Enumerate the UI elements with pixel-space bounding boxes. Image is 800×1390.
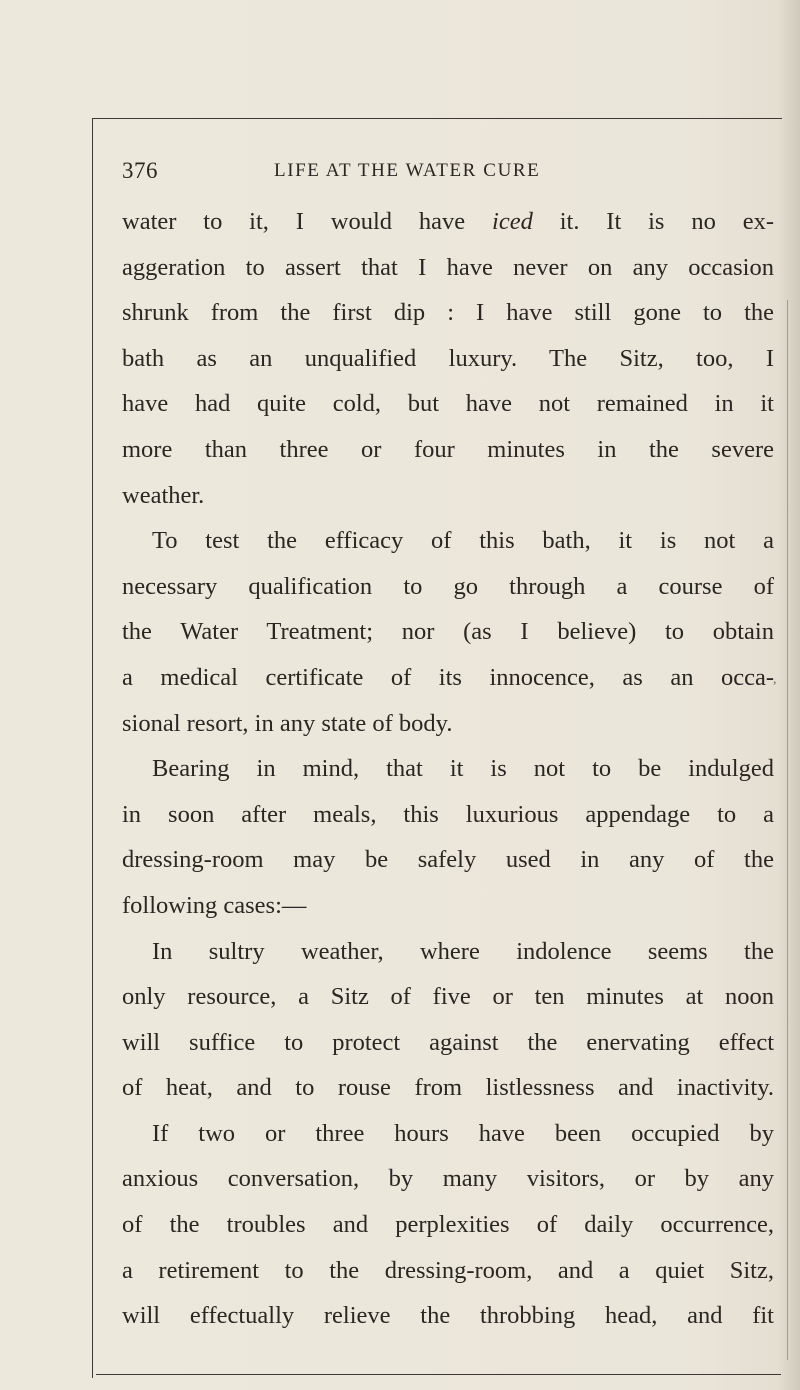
body-text [122,199,774,1339]
margin-mark: , [773,672,777,687]
text-line-3: shrunk from the first dip : I have still gone to the [122,299,774,327]
text-line-12: sional resort, in any state of body. [122,709,453,737]
page-frame-left [92,118,93,1378]
text-line-11: a medical certificate of its innocence, as an occa- [122,663,774,691]
text-line-13: Bearing in mind, that it is not to be indulged [152,755,774,783]
text-line-17: In sultry weather, where indolence seems the [152,937,774,965]
text-line-22: anxious conversation, by many visitors, or by any [122,1165,774,1193]
italic-word: iced [492,208,533,235]
text-line-10: the Water Treatment; nor (as I believe) to obtain [122,618,774,646]
page-header [122,158,774,186]
text-line-24: a retirement to the dressing-room, and a quiet Sitz, [122,1256,774,1284]
text-run: it. It is no ex- [532,208,774,235]
text-line-21: If two or three hours have been occupied by [152,1119,774,1147]
text-line-15: dressing-room may be safely used in any of the [122,846,774,874]
text-line-2: aggeration to assert that I have never on any occasion [122,253,774,281]
text-line-16: following cases:— [122,891,307,919]
text-line-25: will effectually relieve the throbbing head, and fit [122,1302,774,1330]
text-line-7: weather. [122,481,205,509]
page-frame-top [92,118,782,119]
text-line-23: of the troubles and perplexities of daily occurrence, [122,1211,774,1239]
page-edge-shadow [778,0,800,1390]
text-line-8: To test the efficacy of this bath, it is not a [152,527,774,555]
page-number: 376 [122,158,158,183]
page-frame-bottom [96,1374,781,1375]
text-line-14: in soon after meals, this luxurious appendage to a [122,800,774,828]
text-line-19: will suffice to protect against the enervating effect [122,1028,774,1056]
text-line-1 [122,199,774,245]
page-frame-right [787,300,788,1360]
text-line-20: of heat, and to rouse from listlessness and inactivity. [122,1074,774,1102]
text-line-6: more than three or four minutes in the severe [122,435,774,463]
text-line-18: only resource, a Sitz of five or ten minutes at noon [122,983,774,1011]
text-line-4: bath as an unqualified luxury. The Sitz, too, I [122,344,774,372]
text-run: water to it, I would have [122,208,493,235]
text-line-5: have had quite cold, but have not remained in it [122,390,774,418]
text-line-9: necessary qualification to go through a course of [122,572,774,600]
running-head: LIFE AT THE WATER CURE [274,160,541,181]
